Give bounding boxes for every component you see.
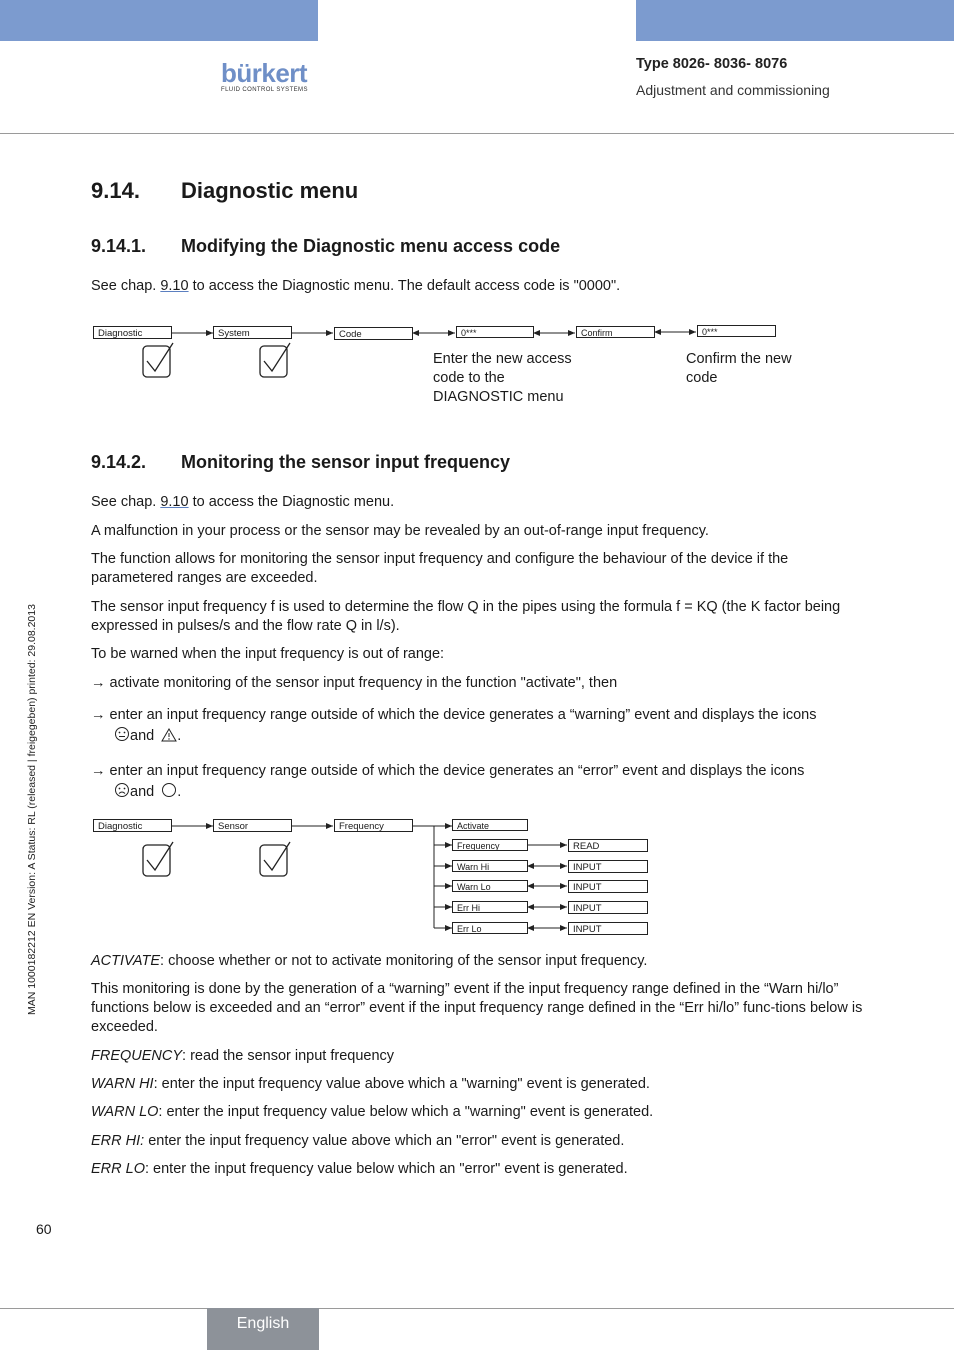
menu-box-diagnostic: Diagnostic [93,819,172,832]
document-metadata-sidebar: MAN 1000182212 EN Version: A Status: RL (released | freigegeben) printed: 29.08.2013 [26,604,38,1015]
burkert-logo [221,60,319,96]
arrow-glyph: → [91,763,106,779]
desc-warn-hi [91,1075,871,1094]
confirm-key-icon [143,343,173,377]
paragraph-malfunction: A malfunction in your process or the sensor may be revealed by an out-of-range input frequency. [91,523,709,539]
sad-face-icon [114,782,130,798]
paragraph-see-chap-1 [91,277,871,296]
value-box-input: INPUT [568,880,648,893]
menu-item-warn-hi: Warn Hi [452,860,528,872]
step-activate [91,674,871,693]
section-heading-access-code [91,236,560,257]
term: FREQUENCY [91,1048,183,1064]
chapter-link[interactable]: 9.10 [160,278,189,294]
paragraph-see-chap-2 [91,493,871,512]
menu-item-frequency: Frequency [452,839,528,851]
menu-item-activate: Activate [452,819,528,831]
warning-triangle-icon [161,728,177,742]
step-error-icons [114,782,414,802]
term: ACTIVATE [91,953,161,969]
header-divider [0,133,954,134]
desc-err-lo [91,1160,871,1179]
value-box-read: READ [568,839,648,852]
paragraph-warned: To be warned when the input frequency is out of range: [91,646,445,662]
access-code-diagram [0,315,954,415]
text: See chap. [91,278,157,294]
confirm-key-icon [260,343,290,377]
desc-warn-lo [91,1103,871,1122]
confirm-key-icon [260,842,290,876]
paragraph-formula: The sensor input frequency f is used to determine the flow Q in the pipes using the formula f = KQ (the K factor being expressed in pulses/s and the flow rate Q in l/s). [91,599,841,634]
definition: : enter the input frequency value above which a "warning" event is generated. [153,1076,650,1092]
desc-activate [91,952,871,971]
header-band-right [636,0,954,41]
confirm-key-icon [143,842,173,876]
step-text: enter an input frequency range outside of which the device generates an “error” event and displays the icons [109,763,805,779]
header-band-left [0,0,318,41]
value-box-input: INPUT [568,922,648,935]
title-number: 9.14. [91,178,140,203]
desc-monitoring: This monitoring is done by the generation of a “warning” event if the input frequency range defined in the “Warn hi/lo” functions below is exceeded and an “error” event if the input frequency range defined in the “Err hi/lo” func-tions below is exceeded. [91,981,863,1035]
logo-wordmark: bürkert [221,58,308,88]
text: See chap. [91,494,157,510]
page-title [91,178,358,204]
paragraph-function: The function allows for monitoring the sensor input frequency and configure the behaviour of the device if the parametered ranges are exceeded. [91,551,789,586]
menu-box-system: System [213,326,292,339]
step-text: activate monitoring of the sensor input frequency in the function "activate", then [109,675,618,691]
step-warning-icons [114,726,414,746]
label-enter-code: Enter the new access code to the DIAGNOSTIC menu [433,351,572,405]
step-text: enter an input frequency range outside of which the device generates a “warning” event and displays the icons [109,707,817,723]
menu-box-sensor: Sensor [213,819,292,832]
header-section: Adjustment and commissioning [636,82,830,98]
section-title: Modifying the Diagnostic menu access code [181,236,561,256]
section-title: Monitoring the sensor input frequency [181,452,511,472]
term: ERR LO [91,1161,145,1177]
menu-item-err-hi: Err Hi [452,901,528,913]
definition: enter the input frequency value above which an "error" event is generated. [144,1133,625,1149]
label-confirm-code: Confirm the new code [686,351,792,386]
definition: : choose whether or not to activate monitoring of the sensor input frequency. [160,953,648,969]
menu-box-diagnostic: Diagnostic [93,326,172,339]
page-number: 60 [36,1221,52,1237]
section-number: 9.14.2. [91,452,147,472]
definition: : read the sensor input frequency [182,1048,395,1064]
and-text: and [130,784,155,800]
definition: : enter the input frequency value below which a "warning" event is generated. [158,1104,654,1120]
header-type: Type 8026- 8036- 8076 [636,56,788,72]
menu-box-code-confirm: 0*** [697,325,776,337]
term: WARN LO [91,1104,159,1120]
section-heading-frequency [91,452,510,473]
value-box-input: INPUT [568,860,648,873]
text: to access the Diagnostic menu. [192,494,395,510]
desc-frequency [91,1047,871,1066]
section-number: 9.14.1. [91,236,147,256]
and-text: and [130,728,155,744]
desc-err-hi [91,1132,871,1151]
menu-box-code: Code [334,327,413,340]
frequency-diagram [0,810,954,940]
step-error-range [91,762,881,781]
period: . [177,728,182,744]
chapter-link[interactable]: 9.10 [160,494,189,510]
menu-box-code-entry: 0*** [456,326,534,338]
menu-item-err-lo: Err Lo [452,922,528,934]
term: WARN HI [91,1076,154,1092]
logo-tagline: FLUID CONTROL SYSTEMS [221,87,308,93]
arrow-glyph: → [91,675,106,691]
title-text: Diagnostic menu [181,178,359,203]
step-warning-range [91,706,881,725]
footer-divider [0,1308,954,1309]
menu-box-confirm: Confirm [576,326,655,338]
period: . [177,784,182,800]
neutral-face-icon [114,726,130,742]
term: ERR HI: [91,1133,145,1149]
language-tab: English [207,1308,319,1350]
text: to access the Diagnostic menu. The default access code is "0000". [192,278,621,294]
arrow-glyph: → [91,707,106,723]
value-box-input: INPUT [568,901,648,914]
error-circle-icon [161,782,177,798]
menu-box-frequency: Frequency [334,819,413,832]
definition: : enter the input frequency value below which an "error" event is generated. [145,1161,628,1177]
menu-item-warn-lo: Warn Lo [452,880,528,892]
